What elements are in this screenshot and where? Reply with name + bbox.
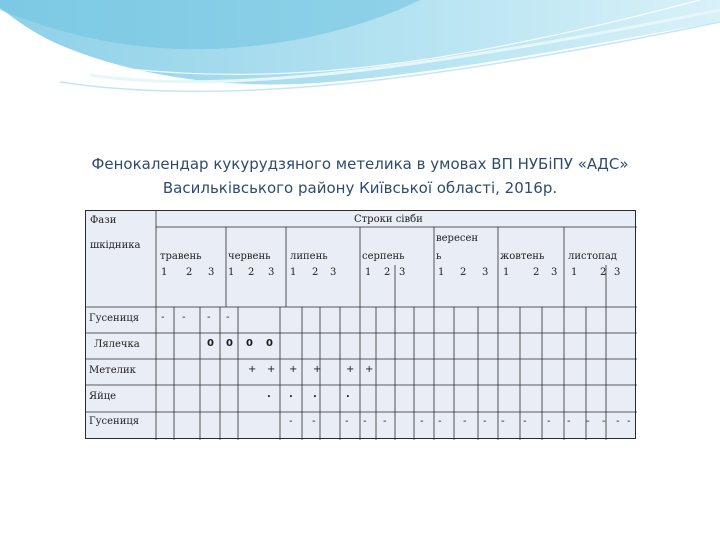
decade-may-1: 1: [161, 267, 168, 278]
decade-september-2: 2: [460, 267, 467, 278]
title-line-1: Фенокалендар кукурудзяного метелика в умовах ВП НУБіПУ «АДС»: [91, 155, 629, 173]
decade-november-3: 3: [614, 267, 621, 278]
month-september-part-1: вересен: [436, 233, 479, 244]
decade-august-2: 2: [384, 267, 391, 278]
decade-june-1: 1: [228, 267, 235, 278]
mark-caterpillar-2: -: [627, 416, 631, 427]
row-label-caterpillar: Гусениця: [89, 313, 140, 324]
mark-caterpillar-2: -: [345, 416, 349, 427]
decade-september-3: 3: [482, 267, 489, 278]
mark-caterpillar: -: [226, 312, 230, 323]
month-august: серпень: [362, 251, 405, 262]
decade-october-1: 1: [503, 267, 510, 278]
month-october: жовтень: [500, 251, 545, 262]
mark-egg: .: [267, 389, 271, 400]
decade-june-2: 2: [248, 267, 255, 278]
header-wave-decoration: [0, 0, 720, 110]
mark-moth: +: [313, 364, 322, 375]
decade-july-3: 3: [330, 267, 337, 278]
mark-caterpillar-2: -: [483, 416, 487, 427]
mark-caterpillar-2: -: [567, 416, 571, 427]
terms-header: Строки сівби: [354, 214, 423, 225]
mark-caterpillar: -: [207, 312, 211, 323]
month-september-part-2: ь: [436, 251, 442, 262]
mark-caterpillar-2: -: [501, 416, 505, 427]
mark-moth: +: [267, 364, 276, 375]
row-label-egg: Яйце: [89, 391, 117, 402]
decade-august-3: 3: [399, 267, 406, 278]
mark-caterpillar-2: -: [383, 416, 387, 427]
mark-caterpillar-2: -: [602, 416, 606, 427]
mark-caterpillar-2: -: [420, 416, 424, 427]
mark-moth: +: [248, 364, 257, 375]
mark-caterpillar-2: -: [289, 416, 293, 427]
mark-caterpillar-2: -: [586, 416, 590, 427]
mark-caterpillar-2: -: [616, 416, 620, 427]
mark-moth: +: [346, 364, 355, 375]
mark-caterpillar-2: -: [523, 416, 527, 427]
mark-egg: .: [346, 389, 350, 400]
mark-caterpillar-2: -: [463, 416, 467, 427]
mark-caterpillar-2: -: [363, 416, 367, 427]
title-line-2: Васильківського району Київської області, 2016р.: [162, 179, 558, 197]
mark-egg: .: [289, 389, 293, 400]
mark-caterpillar-2: -: [312, 416, 316, 427]
mark-pupa: 0: [226, 338, 233, 349]
decade-november-1: 1: [571, 267, 578, 278]
mark-pupa: 0: [266, 338, 273, 349]
phase-header-line-2: шкідника: [90, 240, 141, 251]
decade-may-3: 3: [208, 267, 215, 278]
mark-moth: +: [289, 364, 298, 375]
mark-caterpillar-2: -: [547, 416, 551, 427]
table-grid-lines: [86, 211, 637, 440]
mark-caterpillar-2: -: [438, 416, 442, 427]
month-may: травень: [160, 251, 202, 262]
decade-september-1: 1: [438, 267, 445, 278]
row-label-pupa: Лялечка: [94, 339, 140, 350]
decade-july-2: 2: [312, 267, 319, 278]
phase-header-line-1: Фази: [90, 215, 117, 226]
month-june: червень: [228, 251, 271, 262]
month-july: липень: [290, 251, 328, 262]
decade-june-3: 3: [268, 267, 275, 278]
row-label-caterpillar-2: Гусениця: [89, 416, 140, 427]
decade-may-2: 2: [186, 267, 193, 278]
mark-pupa: 0: [207, 338, 214, 349]
mark-egg: .: [313, 389, 317, 400]
decade-october-3: 3: [551, 267, 558, 278]
decade-july-1: 1: [290, 267, 297, 278]
mark-moth: +: [365, 364, 374, 375]
decade-august-1: 1: [365, 267, 372, 278]
mark-caterpillar: -: [182, 312, 186, 323]
decade-october-2: 2: [533, 267, 540, 278]
month-november: листопад: [568, 251, 617, 262]
row-label-moth: Метелик: [89, 365, 136, 376]
mark-caterpillar: -: [161, 312, 165, 323]
decade-november-2: 2: [600, 267, 607, 278]
phenology-table: [85, 210, 636, 439]
page-title: [60, 152, 660, 200]
mark-pupa: 0: [246, 338, 253, 349]
